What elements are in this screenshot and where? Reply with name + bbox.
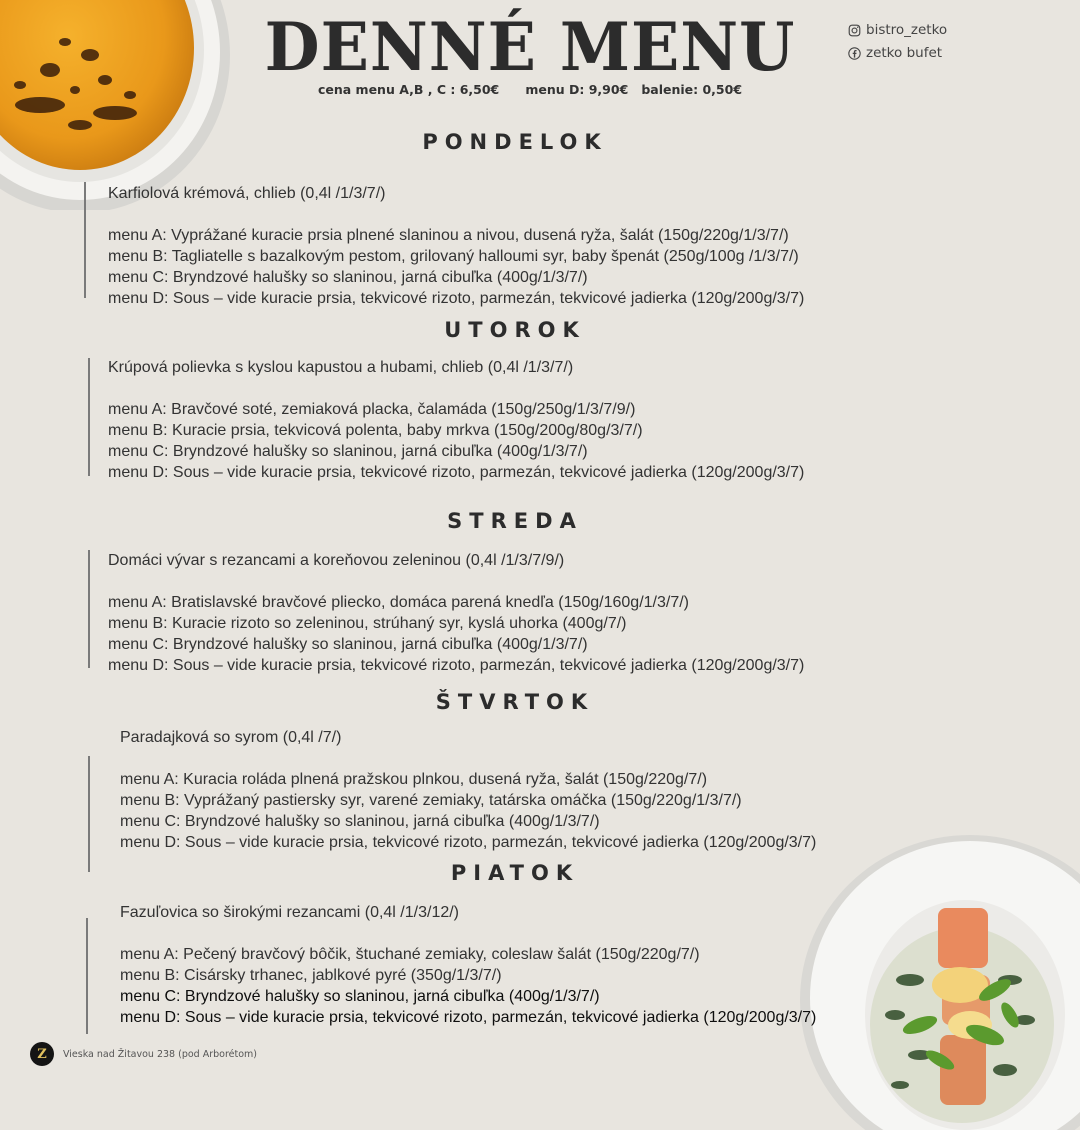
- menu-item: menu C: Bryndzové halušky so slaninou, jarná cibuľka (400g/1/3/7/): [108, 443, 588, 460]
- facebook-icon: [848, 47, 861, 60]
- menu-item: menu B: Vyprážaný pastiersky syr, varené zemiaky, tatárska omáčka (150g/220g/1/3/7/): [120, 792, 742, 809]
- divider-line: [88, 550, 90, 668]
- day-block-tuesday: [108, 357, 804, 483]
- divider-line: [88, 756, 90, 872]
- menu-item: menu C: Bryndzové halušky so slaninou, jarná cibuľka (400g/1/3/7/): [120, 988, 600, 1005]
- menu-item: menu C: Bryndzové halušky so slaninou, jarná cibuľka (400g/1/3/7/): [108, 269, 588, 286]
- menu-item: menu D: Sous – vide kuracie prsia, tekvicové rizoto, parmezán, tekvicové jadierka (120g/200g/3/7): [108, 290, 805, 307]
- day-heading-thursday: ŠTVRTOK: [435, 690, 595, 714]
- page-title: DENNÉ MENU: [264, 8, 796, 86]
- day-heading-wednesday: STREDA: [447, 509, 583, 533]
- day-block-wednesday: [108, 550, 804, 676]
- menu-item: menu B: Kuracie rizoto so zeleninou, strúhaný syr, kyslá uhorka (400g/7/): [108, 615, 627, 632]
- soup-item: Paradajková so syrom (0,4l /7/): [120, 729, 342, 746]
- soup-item: Karfiolová krémová, chlieb (0,4l /1/3/7/): [108, 185, 386, 202]
- facebook-page: zetko bufet: [866, 45, 943, 61]
- menu-item: menu B: Tagliatelle s bazalkovým pestom, grilovaný halloumi syr, baby špenát (250g/100g /1/3/7/): [108, 248, 799, 265]
- soup-item: Fazuľovica so širokými rezancami (0,4l /1/3/12/): [120, 904, 460, 921]
- menu-item: menu D: Sous – vide kuracie prsia, tekvicové rizoto, parmezán, tekvicové jadierka (120g/200g/3/7): [120, 834, 817, 851]
- menu-item: menu C: Bryndzové halušky so slaninou, jarná cibuľka (400g/1/3/7/): [108, 636, 588, 653]
- menu-item: menu A: Bravčové soté, zemiaková placka, čalamáda (150g/250g/1/3/7/9/): [108, 401, 636, 418]
- divider-line: [86, 918, 88, 1034]
- day-heading-monday: PONDELOK: [422, 130, 608, 154]
- bistro-logo: Z: [30, 1042, 54, 1066]
- menu-item: menu A: Kuracia roláda plnená pražskou plnkou, dusená ryža, šalát (150g/220g/7/): [120, 771, 708, 788]
- instagram-link[interactable]: [848, 22, 947, 38]
- soup-item: Domáci vývar s rezancami a koreňovou zeleninou (0,4l /1/3/7/9/): [108, 552, 565, 569]
- day-block-thursday: [120, 727, 816, 853]
- footer: [30, 1042, 257, 1066]
- menu-item: menu A: Bratislavské bravčové pliecko, domáca parená knedľa (150g/160g/1/3/7/): [108, 594, 690, 611]
- day-heading-friday: PIATOK: [450, 861, 580, 885]
- menu-item: menu D: Sous – vide kuracie prsia, tekvicové rizoto, parmezán, tekvicové jadierka (120g/200g/3/7): [108, 464, 805, 481]
- divider-line: [84, 182, 86, 298]
- menu-item: menu A: Pečený bravčový bôčik, štuchané zemiaky, coleslaw šalát (150g/220g/7/): [120, 946, 700, 963]
- day-block-friday: [120, 902, 816, 1028]
- day-heading-tuesday: UTOROK: [444, 318, 586, 342]
- menu-item: menu C: Bryndzové halušky so slaninou, jarná cibuľka (400g/1/3/7/): [120, 813, 600, 830]
- day-block-monday: [108, 183, 804, 309]
- instagram-icon: [848, 24, 861, 37]
- menu-item: menu D: Sous – vide kuracie prsia, tekvicové rizoto, parmezán, tekvicové jadierka (120g/200g/3/7): [108, 657, 805, 674]
- instagram-handle: bistro_zetko: [866, 22, 948, 38]
- price-line: cena menu A,B , C : 6,50€ menu D: 9,90€ balenie: 0,50€: [317, 82, 743, 97]
- menu-item: menu B: Cisársky trhanec, jablkové pyré (350g/1/3/7/): [120, 967, 502, 984]
- divider-line: [88, 358, 90, 476]
- facebook-link[interactable]: [848, 45, 942, 61]
- address: Vieska nad Žitavou 238 (pod Arborétom): [63, 1048, 257, 1060]
- menu-item: menu B: Kuracie prsia, tekvicová polenta, baby mrkva (150g/200g/80g/3/7/): [108, 422, 643, 439]
- menu-item: menu D: Sous – vide kuracie prsia, tekvicové rizoto, parmezán, tekvicové jadierka (120g/200g/3/7): [120, 1009, 817, 1026]
- soup-item: Krúpová polievka s kyslou kapustou a hubami, chlieb (0,4l /1/3/7/): [108, 359, 574, 376]
- menu-item: menu A: Vyprážané kuracie prsia plnené slaninou a nivou, dusená ryža, šalát (150g/220g/1/3/7/): [108, 227, 789, 244]
